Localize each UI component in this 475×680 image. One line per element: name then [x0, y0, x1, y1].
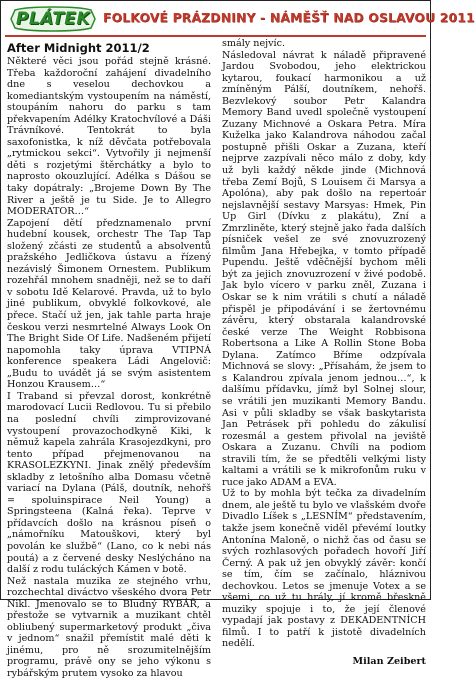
paragraph: I Traband si převzal dorost, konkrétně marodovací Lucii Redlovou. Tu si přebilo na poslední chvíli zimprovizované vystoupení provazochodkyně Kiki, k němuž kapela zahrála Krasojezdkyni, pro tento případ přejmenovanou na KRASOLEZKYNI. Jinak znělý především skladby z letošního alba Domasu včetně variací na Dylana (Pálš, doutník, nehořš = spoluinspirace Neil Young) a Springsteena (Kalná řeka). Teprve v přídavcích došlo na krásnou píseň o „námořníku Matouškovi, který byl povolán ke službě“ (Lano, co k nebi nás poutá) a z červené desky Neslýcháno na další z rodu tuláckých Kámen v botě. — [7, 390, 211, 576]
paragraph: smály nejvíc. — [222, 38, 286, 49]
paragraph: Už to by mohla být tečka za divadelním dnem, ale ještě tu bylo ve vlašském dvoře Divadlo Líšek s „LESNÍM“ představením, takže jsem konečně viděl převémí loutky Antonína Maloně, o nichž čas od času se svých rozhlasových pořadech hovoří Jiří Černý. A pak už jen obvyklý závěr: končí se tím, čím se začínalo, hláznivou dechovkou. Letos se jmenuje Votex a se všemi, co už tu hrály, jí kromě břeskně muziky spojuje i to, že její členové vypadají jak postavy z DEKADENTNÍCH filmů. I to patří k jistotě divadelních nedělí. — [222, 488, 426, 650]
column-right — [222, 38, 426, 668]
paragraph: Než nastala muzika ze stejného vrhu, rozchechtal diváctvo všeského dvora Petr Nikl. Jmenovalo se to Bludný RYBÁŘ, a přestože se vytvarnik a muzikant chtěl obliubený supermarketový produkt „čiva v jednom“ snažil přemístit malé děti k jinému, pro ně srozumitelnějším programu, právě ony se jeho výkonu s rybářským prutem vysoko za hlavou — [7, 575, 211, 679]
logo-text: PLÁTEK — [15, 9, 91, 29]
column-left — [7, 41, 211, 680]
paragraph: Zapojení dětí předznamenalo první hudební kousek, orchestr The Tap Tap složený zčásti ze studentů a absolventů pražského Jedličkova ústavu a řízený nezávislý Šimonem Ornestem. Publikum rozehřál mnohem snadněji, než se to daří v sobotu Idě Kelarové. Pravda, už to bylo jiné publikum, obvyklé folkovkové, ale přece. Stačí už jen, jak tahle parta hraje českou verzi nesmrtelné Always Look On The Bright Side Of Life. Nadšeném přijetí napomohla taky úprava VTIPNÁ konference speakera Ládi Angelovič: „Budu to uvádět já se svým asistentem Honzou Krausem…“ — [7, 217, 211, 391]
header-rule — [5, 35, 426, 37]
author-signature: Milan Zeibert — [352, 655, 426, 667]
masthead — [5, 4, 475, 36]
platek-logo — [9, 6, 97, 32]
article-title: After Midnight 2011/2 — [7, 41, 150, 55]
header-title: FOLKOVÉ PRÁZDNINY - NÁMĚŠŤ NAD OSLAVOU 2011 — [103, 11, 475, 25]
paragraph: Následoval návrat k náladě připravené Jardou Svobodou, jeho elektrickou kytarou, foukací harmonikou a už zmíněným Pálší, doutníkem, nehořš. Bezvlekový soubor Petr Kalandra Memory Band uvedl společně vystoupení Zuzany Michnové a Oskara Petra. Míra Kuželka jako Kalandrova náhodou začal postupně přišli Oskar a Zuzana, kteří nejprve zazpívali něco málo z doby, kdy už byli každý někde jinde (Michnová třeba Zemí Bojů, S Louisem či Marsya a Apolóna), aby pak došlo na repertoár nejslavnější sestavy Marsyas: Hmek, Pin Up Girl (Dívku z plakátu), Zní a Zmrzliněte, který stejně jako řada dalších písniček vešel ze své znovuzrozený filmům Jana Hřebejka, v tomto případě Pupendu. Ještě vděčnější bychom měli být za jejich znovuzrození v živé podobě. Jak bylo vícero v parku zněl, Zuzana i Oskar se k nim vrátili s chutí a náladě přispěl je připodávání i se žertovnému závěru, který obstarala kalandrovské české verze The Weight Robbisona Robertsona a Like A Rollin Stone Boba Dylana. Zatímco Bříme odzpívala Michnová se slovy: „Přísahám, že jsem to s Kalandrou zpívala jenom jednou…“, k dalšímu přídavku, jímž byl Solnej slour, se vrátili jen muzikanti Memory Bandu. Asi v půli skladby se však baskytarista Jan Petrásek při pohledu do zákulisí rozesmál a gestem přivolal na jeviště Oskara a Zuzanu. Chvíli na podiom stravili tím, že se předtěli velkými listy kaltami a vrátili se k mikrofonům ruku v ruce jako ADAM a EVA. — [222, 49, 426, 488]
paragraph: Některé věci jsou pořád stejně krásné. Třeba každoroční zahájení divadelního dne s veselou dechovkou a komediantským vystoupením na náměstí, stoupáním nahoru do parku s tam překvapením Adélky Kratochvílové a Dáši Trávníkové. Tentokrát to byla saxofonistka, k níž děvčata potřebovala „rytmickou sekci“. Vytvořily ji nejmenší děti s rozjetými štěrchátky a bylo to naprosto okouzlující. Adélka s Dášou se taky dopátraly: „Brojeme Down By The River a ještě je tu Side. Je to Allegro MODERATOR…“ — [7, 56, 211, 218]
